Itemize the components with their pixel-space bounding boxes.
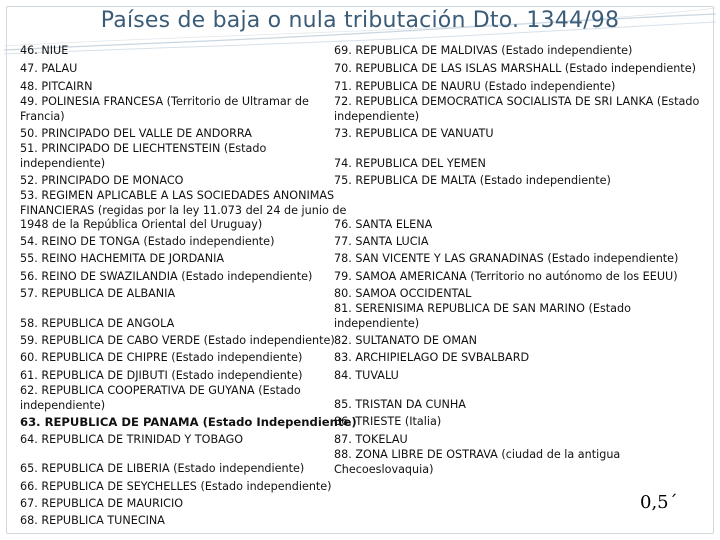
list-item: 79. SAMOA AMERICANA (Territorio no autónomo de los EEUU) [334,270,678,283]
list-item: 82. SULTANATO DE OMAN [334,334,478,347]
list-item: 51. PRINCIPADO DE LIECHTENSTEIN (Estado independiente) [20,142,267,170]
list-item: 77. SANTA LUCIA [334,235,429,248]
list-item: 57. REPUBLICA DE ALBANIA [20,287,176,300]
list-item: 87. TOKELAU [334,433,408,446]
list-item: 65. REPUBLICA DE LIBERIA (Estado independiente) [20,462,305,475]
list-item-highlighted: 63. REPUBLICA DE PANAMA (Estado Independiente) [20,415,357,429]
list-item: 46. NIUE [20,44,69,57]
list-item: 81. SERENISIMA REPUBLICA DE SAN MARINO (Estado independiente) [334,302,631,330]
list-item: 55. REINO HACHEMITA DE JORDANIA [20,252,225,265]
list-item: 68. REPUBLICA TUNECINA [20,514,165,527]
list-item: 61. REPUBLICA DE DJIBUTI (Estado independiente) [20,369,303,382]
list-item: 86. TRIESTE (Italia) [334,415,442,428]
list-item: 47. PALAU [20,62,78,75]
list-item: 67. REPUBLICA DE MAURICIO [20,497,184,510]
list-item: 48. PITCAIRN [20,80,93,93]
list-item: 54. REINO DE TONGA (Estado independiente) [20,235,275,248]
list-item: 58. REPUBLICA DE ANGOLA [20,317,175,330]
corner-note: 0,5´ [640,492,678,513]
list-item: 66. REPUBLICA DE SEYCHELLES (Estado independiente) [20,480,332,493]
list-item: 62. REPUBLICA COOPERATIVA DE GUYANA (Estado independiente) [20,384,301,412]
list-item: 56. REINO DE SWAZILANDIA (Estado independiente) [20,270,313,283]
list-item: 78. SAN VICENTE Y LAS GRANADINAS (Estado independiente) [334,252,679,265]
page-title: Países de baja o nula tributación Dto. 1344/98 [100,8,620,33]
list-item: 70. REPUBLICA DE LAS ISLAS MARSHALL (Estado independiente) [334,62,696,75]
list-item: 71. REPUBLICA DE NAURU (Estado independiente) [334,80,616,93]
list-item: 88. ZONA LIBRE DE OSTRAVA (ciudad de la antigua Checoeslovaquia) [334,448,621,476]
list-item: 60. REPUBLICA DE CHIPRE (Estado independiente) [20,351,303,364]
list-item: 59. REPUBLICA DE CABO VERDE (Estado independiente) [20,334,335,347]
list-item: 72. REPUBLICA DEMOCRATICA SOCIALISTA DE SRI LANKA (Estado independiente) [334,95,700,123]
list-item: 84. TUVALU [334,369,399,382]
list-item: 53. REGIMEN APLICABLE A LAS SOCIEDADES ANONIMAS FINANCIERAS (regidas por la ley 11.073 del 24 de junio de 1948 de la República Oriental del Uruguay) [20,189,347,231]
list-item: 74. REPUBLICA DEL YEMEN [334,157,486,170]
list-item: 52. PRINCIPADO DE MONACO [20,174,184,187]
list-item: 73. REPUBLICA DE VANUATU [334,127,494,140]
list-item: 76. SANTA ELENA [334,218,433,231]
list-item: 50. PRINCIPADO DEL VALLE DE ANDORRA [20,127,252,140]
list-item: 64. REPUBLICA DE TRINIDAD Y TOBAGO [20,433,244,446]
list-item: 75. REPUBLICA DE MALTA (Estado independiente) [334,174,611,187]
list-item: 69. REPUBLICA DE MALDIVAS (Estado independiente) [334,44,633,57]
list-item: 49. POLINESIA FRANCESA (Territorio de Ultramar de Francia) [20,95,309,123]
list-item: 80. SAMOA OCCIDENTAL [334,287,472,300]
list-item: 85. TRISTAN DA CUNHA [334,398,466,411]
list-item: 83. ARCHIPIELAGO DE SVBALBARD [334,351,530,364]
